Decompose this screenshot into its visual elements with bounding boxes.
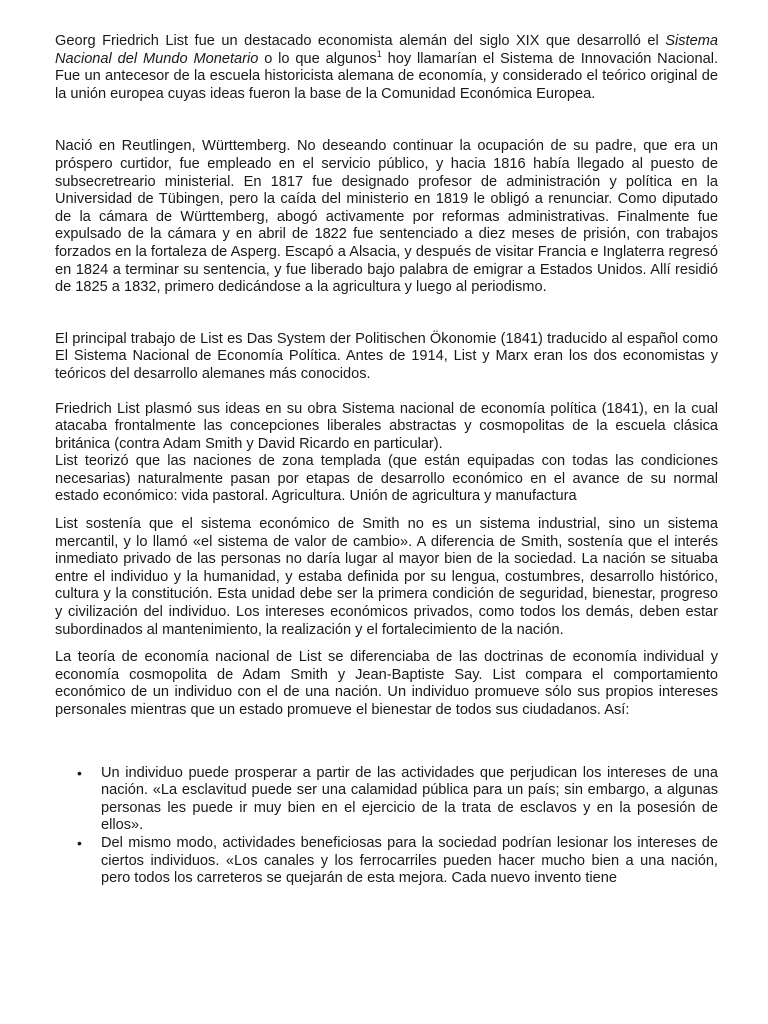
list-item-text: Del mismo modo, actividades beneficiosas para la sociedad podrían lesionar los intereses de ciertos individuos. «Los canales y los ferrocarriles pueden hacer mucho bien a una nación, pero todos los carreteros se quejarán de esta mejora. Cada nuevo invento tiene (101, 834, 718, 887)
paragraph-intro (55, 33, 718, 103)
intro-text-1: Georg Friedrich List fue un destacado economista alemán del siglo XIX que desarrolló el (55, 33, 666, 49)
paragraph-smith-critique: List sostenía que el sistema económico de Smith no es un sistema industrial, sino un sistema mercantil, y lo llamó «el sistema de valor de cambio». A diferencia de Smith, sostenía que el interés inmediato privado de las personas no daría lugar al mayor bien de la sociedad. La nación se situaba entre el individuo y la humanidad, y estaba definida por su lengua, costumbres, desarrollo histórico, cultura y la constitución. Esta unidad debe ser la primera condición de seguridad, bienestar, progreso y civilización del individuo. Los intereses económicos privados, como todos los demás, deben estar subordinados al mantenimiento, la realización y el fortalecimiento de la nación. (55, 516, 718, 638)
italic-title: Sistema Nacional del Mundo Monetario (55, 33, 718, 67)
list-item (55, 835, 718, 888)
paragraph-national-economy: La teoría de economía nacional de List se diferenciaba de las doctrinas de economía individual y economía cosmopolita de Adam Smith y Jean-Baptiste Say. List compara el comportamiento económico de un individuo con el de una nación. Un individuo promueve sólo sus propios intereses personales mientras que un estado promueve el bienestar de todos sus ciudadanos. Así: (55, 649, 718, 718)
bullet-icon: • (77, 834, 82, 851)
intro-text-2: o lo que algunos (258, 50, 377, 67)
bullet-list (55, 765, 718, 888)
list-item (55, 765, 718, 835)
paragraph-biography: Nació en Reutlingen, Württemberg. No deseando continuar la ocupación de su padre, que era un próspero curtidor, fue empleado en el servicio público, y hacia 1816 había llegado al puesto de subsecretreario ministerial. En 1817 fue designado profesor de administración y política en la Universidad de Tübingen, pero la caída del ministerio en 1819 le obligó a renunciar. Como diputado de la cámara de Württemberg, abogó activamente por reformas administrativas. Finalmente fue expulsado de la cámara y en abril de 1822 fue sentenciado a diez meses de prisión, con trabajos forzados en la fortaleza de Asperg. Escapó a Alsacia, y después de visitar Francia e Inglaterra regresó en 1824 a terminar su sentencia, y fue liberado bajo palabra de emigrar a Estados Unidos. Allí residió de 1825 a 1832, primero dedicándose a la agricultura y luego al periodismo. (55, 138, 718, 296)
document-page (55, 33, 718, 888)
list-item-text: Un individuo puede prosperar a partir de las actividades que perjudican los intereses de una nación. «La esclavitud puede ser una calamidad pública para un país; sin embargo, a algunas personas les puede ir muy bien en el ejercicio de la trata de esclavos y en la posesión de ellos». (101, 764, 718, 834)
intro-text-3: hoy llamarían el Sistema de Innovación Nacional. Fue un antecesor de la escuela historicista alemana de economía, y considerado el teórico original de la unión europea cuyas ideas fueron la base de la Comunidad Económica Europea. (55, 50, 718, 102)
bullet-icon: • (77, 764, 82, 781)
paragraph-main-work: El principal trabajo de List es Das System der Politischen Ökonomie (1841) traducido al español como El Sistema Nacional de Economía Política. Antes de 1914, List y Marx eran los dos economistas y teóricos del desarrollo alemanes más conocidos. (55, 330, 718, 382)
footnote-marker[interactable]: 1 (376, 48, 382, 59)
paragraph-ideas: Friedrich List plasmó sus ideas en su obra Sistema nacional de economía política (1841), en la cual atacaba frontalmente las concepciones liberales abstractas y cosmopolitas de la escuela clásica británica (contra Adam Smith y David Ricardo en particular). (55, 400, 718, 452)
paragraph-stages: List teorizó que las naciones de zona templada (que están equipadas con todas las condiciones necesarias) naturalmente pasan por etapas de desarrollo económico en el avance de su normal estado económico: vida pastoral. Agricultura. Unión de agricultura y manufactura (55, 453, 718, 505)
